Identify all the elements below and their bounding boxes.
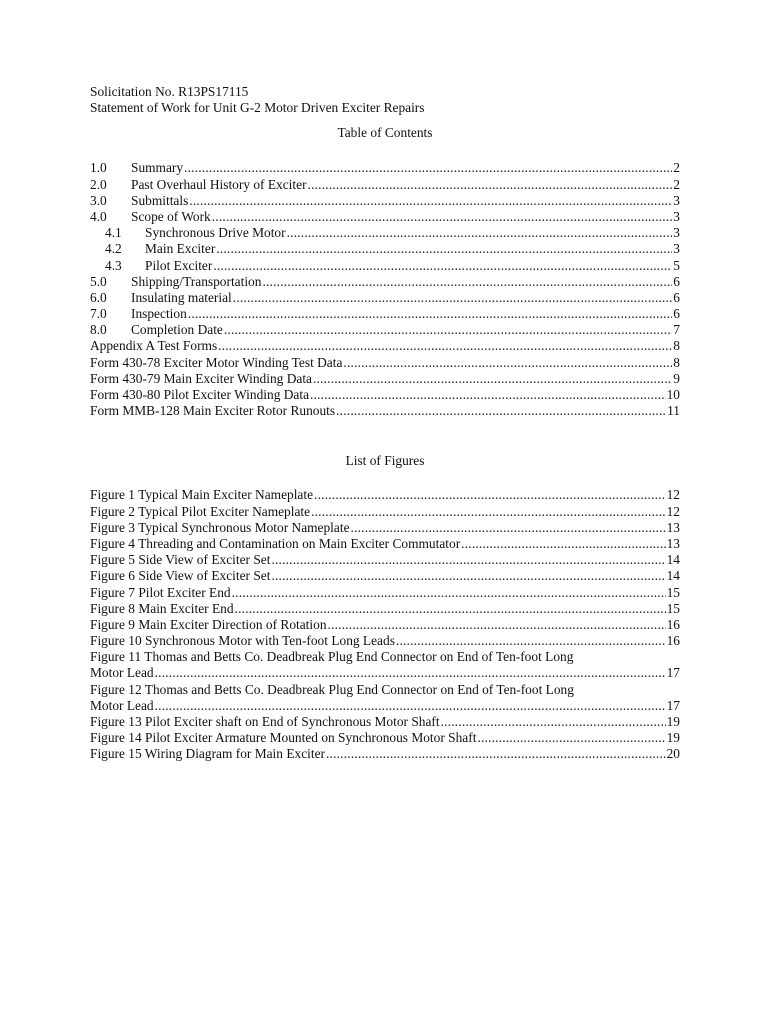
dot-leader xyxy=(326,746,666,762)
toc-entry[interactable] xyxy=(90,290,680,306)
figure-entry-label: Figure 8 Main Exciter End xyxy=(90,600,234,616)
figure-entry[interactable] xyxy=(90,730,680,746)
figure-entry-page: 16 xyxy=(666,616,680,632)
toc-entry-label: Inspection xyxy=(131,306,187,322)
dot-leader xyxy=(232,585,666,601)
toc-entry-page: 11 xyxy=(667,403,680,419)
toc-entry-number: 4.2 xyxy=(105,241,122,257)
figure-entry-page: 19 xyxy=(666,730,680,746)
figure-entry-label: Figure 3 Typical Synchronous Motor Nameplate xyxy=(90,519,350,535)
toc-entry-form[interactable] xyxy=(90,403,680,419)
figure-entry[interactable] xyxy=(90,568,680,584)
dot-leader xyxy=(235,601,666,617)
toc-entry-page: 6 xyxy=(673,289,680,305)
dot-leader xyxy=(287,225,673,241)
toc-entry-page: 8 xyxy=(673,338,680,354)
toc-entry-page: 3 xyxy=(673,208,680,224)
dot-leader xyxy=(218,338,672,354)
figure-entry-label: Figure 2 Typical Pilot Exciter Nameplate xyxy=(90,503,311,519)
toc-entry-label: Submittals xyxy=(131,192,189,208)
dot-leader xyxy=(336,403,666,419)
solicitation-number: Solicitation No. R13PS17115 xyxy=(90,84,249,99)
list-of-figures xyxy=(90,487,680,762)
dot-leader xyxy=(184,160,672,176)
toc-entry-page: 6 xyxy=(673,306,680,322)
figure-entry-page: 13 xyxy=(666,535,680,551)
toc-entry-form[interactable] xyxy=(90,371,680,387)
toc-entry-number: 5.0 xyxy=(90,273,107,289)
toc-entry-number: 4.0 xyxy=(90,208,107,224)
toc-entry-label: Form 430-80 Pilot Exciter Winding Data xyxy=(90,387,310,403)
figure-entry-page: 20 xyxy=(666,746,680,762)
toc-entry-number: 3.0 xyxy=(90,192,107,208)
toc-subentry[interactable] xyxy=(90,258,680,274)
figure-entry-page: 17 xyxy=(666,697,680,713)
toc-entry-appendix[interactable] xyxy=(90,338,680,354)
toc-entry-label: Form 430-79 Main Exciter Winding Data xyxy=(90,370,312,386)
figure-entry-page: 14 xyxy=(666,552,680,568)
dot-leader xyxy=(271,568,665,584)
document-content xyxy=(90,84,680,763)
statement-title: Statement of Work for Unit G-2 Motor Driven Exciter Repairs xyxy=(90,100,425,116)
figure-entry-page: 13 xyxy=(666,519,680,535)
figure-entry-page: 15 xyxy=(666,584,680,600)
figure-entry-label: Figure 7 Pilot Exciter End xyxy=(90,584,231,600)
toc-subentry[interactable] xyxy=(90,225,680,241)
toc-entry-number: 7.0 xyxy=(90,306,107,322)
figure-entry[interactable] xyxy=(90,520,680,536)
toc-entry-number: 4.3 xyxy=(105,257,122,273)
figure-entry-page: 14 xyxy=(666,568,680,584)
toc-entry-page: 2 xyxy=(673,176,680,192)
toc-entry-label: Main Exciter xyxy=(145,241,216,257)
toc-entry[interactable] xyxy=(90,306,680,322)
figure-entry-label: Figure 9 Main Exciter Direction of Rotation xyxy=(90,616,327,632)
toc-entry-label: Past Overhaul History of Exciter xyxy=(131,176,307,192)
toc-entry-label: Shipping/Transportation xyxy=(131,273,262,289)
toc-entry-page: 3 xyxy=(673,241,680,257)
dot-leader xyxy=(314,487,666,503)
dot-leader xyxy=(396,633,666,649)
toc-entry-page: 9 xyxy=(673,370,680,386)
dot-leader xyxy=(441,714,666,730)
dot-leader xyxy=(477,730,665,746)
toc-title: Table of Contents xyxy=(337,125,433,141)
dot-leader xyxy=(189,193,672,209)
dot-leader xyxy=(213,258,672,274)
toc-entry-label: Completion Date xyxy=(131,322,223,338)
figure-entry[interactable] xyxy=(90,746,680,762)
figure-entry[interactable] xyxy=(90,487,680,503)
toc-entry-label: Summary xyxy=(131,160,184,176)
figure-entry[interactable] xyxy=(90,633,680,649)
toc-entry[interactable] xyxy=(90,193,680,209)
dot-leader xyxy=(262,274,672,290)
dot-leader xyxy=(155,698,666,714)
figure-entry-label: Figure 4 Threading and Contamination on Main Exciter Commutator xyxy=(90,535,461,551)
dot-leader xyxy=(155,665,666,681)
toc-entry-page: 10 xyxy=(666,387,680,403)
toc-entry-page: 2 xyxy=(673,160,680,176)
dot-leader xyxy=(216,241,672,257)
table-of-contents xyxy=(90,160,680,419)
toc-subentry[interactable] xyxy=(90,241,680,257)
toc-entry-number: 2.0 xyxy=(90,176,107,192)
figure-entry[interactable] xyxy=(90,536,680,552)
dot-leader xyxy=(461,536,665,552)
figure-entry[interactable] xyxy=(90,714,680,730)
toc-entry[interactable] xyxy=(90,177,680,193)
figure-entry-page: 12 xyxy=(666,487,680,503)
toc-entry-label: Form 430-78 Exciter Motor Winding Test Data xyxy=(90,354,343,370)
dot-leader xyxy=(188,306,673,322)
figure-entry-page: 19 xyxy=(666,714,680,730)
toc-entry-label: Form MMB-128 Main Exciter Rotor Runouts xyxy=(90,403,336,419)
figure-entry-page: 15 xyxy=(666,600,680,616)
figure-entry-page: 12 xyxy=(666,503,680,519)
figure-entry[interactable] xyxy=(90,585,680,601)
figure-entry-label: Figure 13 Pilot Exciter shaft on End of Synchronous Motor Shaft xyxy=(90,714,440,730)
dot-leader xyxy=(310,387,666,403)
dot-leader xyxy=(233,290,673,306)
dot-leader xyxy=(313,371,672,387)
toc-entry-page: 6 xyxy=(673,273,680,289)
figure-entry[interactable] xyxy=(90,617,680,633)
figure-entry-label: Figure 11 Thomas and Betts Co. Deadbreak Plug End Connector on End of Ten-foot Long xyxy=(90,649,574,665)
toc-entry-page: 8 xyxy=(673,354,680,370)
dot-leader xyxy=(328,617,666,633)
dot-leader xyxy=(343,355,672,371)
figure-entry[interactable] xyxy=(90,601,680,617)
toc-entry-number: 1.0 xyxy=(90,160,107,176)
figure-entry[interactable] xyxy=(90,682,680,714)
toc-entry-page: 5 xyxy=(673,257,680,273)
figure-entry-page: 16 xyxy=(666,633,680,649)
dot-leader xyxy=(271,552,665,568)
toc-entry[interactable] xyxy=(90,274,680,290)
toc-entry-number: 8.0 xyxy=(90,322,107,338)
toc-entry-label: Synchronous Drive Motor xyxy=(145,225,286,241)
figure-entry[interactable] xyxy=(90,552,680,568)
figure-entry-label-continued: Motor Lead xyxy=(90,697,154,713)
dot-leader xyxy=(212,209,673,225)
list-of-figures-title: List of Figures xyxy=(345,453,425,469)
figure-entry-label: Figure 15 Wiring Diagram for Main Exciter xyxy=(90,746,325,762)
toc-entry-label: Appendix A Test Forms xyxy=(90,338,218,354)
figure-entry-label: Figure 5 Side View of Exciter Set xyxy=(90,552,271,568)
figure-entry-label-continued: Motor Lead xyxy=(90,665,154,681)
toc-entry-label: Insulating material xyxy=(131,289,232,305)
figure-entry-page: 17 xyxy=(666,665,680,681)
figure-entry-label: Figure 1 Typical Main Exciter Nameplate xyxy=(90,487,314,503)
dot-leader xyxy=(351,520,666,536)
toc-entry-label: Scope of Work xyxy=(131,208,211,224)
toc-entry[interactable] xyxy=(90,160,680,176)
figure-entry-label: Figure 14 Pilot Exciter Armature Mounted on Synchronous Motor Shaft xyxy=(90,730,477,746)
toc-entry-page: 7 xyxy=(673,322,680,338)
toc-entry-form[interactable] xyxy=(90,355,680,371)
figure-entry-label: Figure 6 Side View of Exciter Set xyxy=(90,568,271,584)
figure-entry[interactable] xyxy=(90,504,680,520)
toc-entry[interactable] xyxy=(90,322,680,338)
figure-entry[interactable] xyxy=(90,649,680,681)
toc-entry-page: 3 xyxy=(673,192,680,208)
dot-leader xyxy=(308,177,673,193)
toc-entry[interactable] xyxy=(90,209,680,225)
figure-entry-label: Figure 12 Thomas and Betts Co. Deadbreak Plug End Connector on End of Ten-foot Long xyxy=(90,681,574,697)
toc-entry-number: 4.1 xyxy=(105,225,122,241)
dot-leader xyxy=(224,322,672,338)
toc-entry-form[interactable] xyxy=(90,387,680,403)
toc-entry-page: 3 xyxy=(673,225,680,241)
toc-entry-number: 6.0 xyxy=(90,289,107,305)
toc-entry-label: Pilot Exciter xyxy=(145,257,213,273)
dot-leader xyxy=(311,504,666,520)
figure-entry-label: Figure 10 Synchronous Motor with Ten-foot Long Leads xyxy=(90,633,395,649)
